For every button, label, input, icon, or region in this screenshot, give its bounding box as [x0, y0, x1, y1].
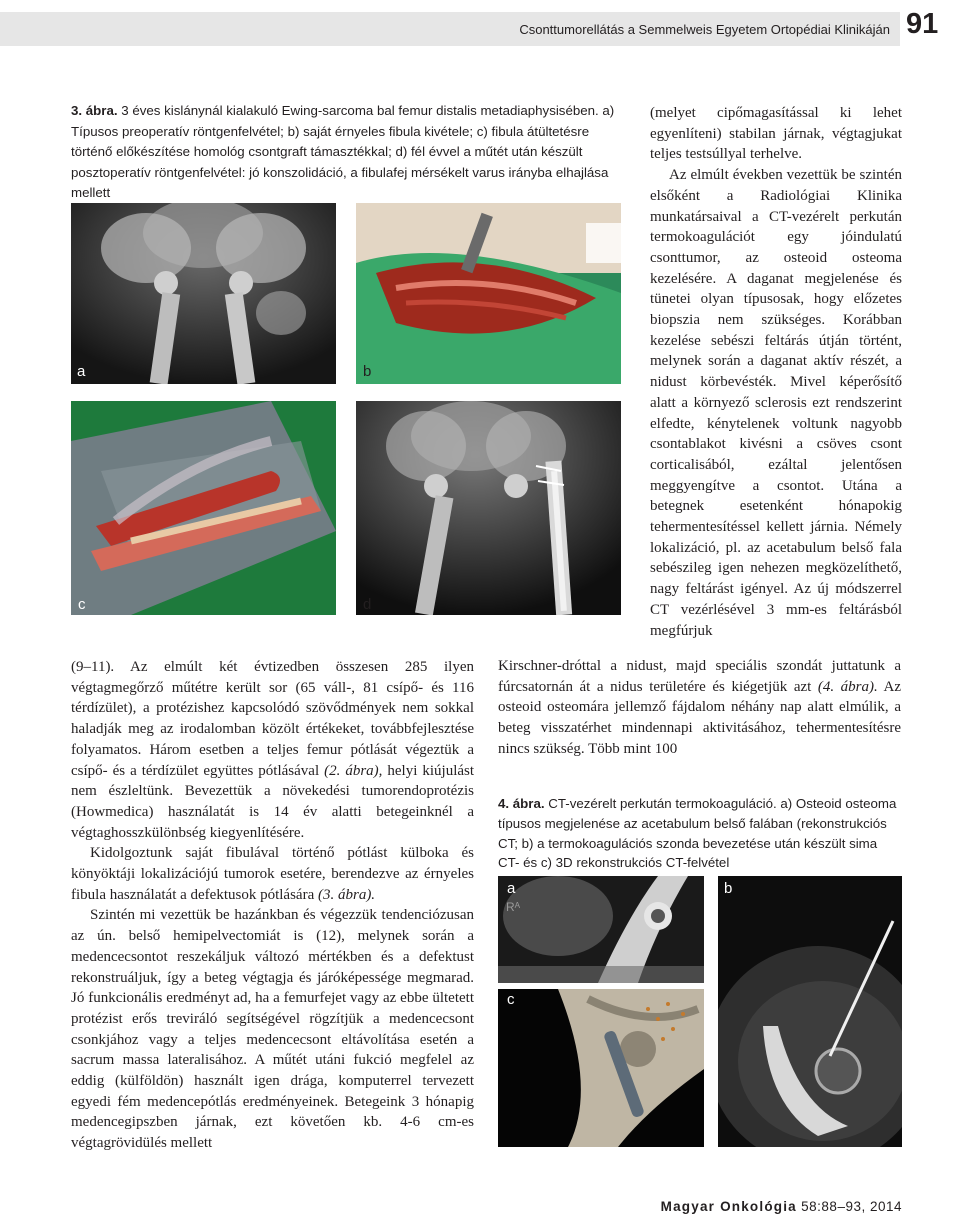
panel-label-a: a	[77, 363, 86, 380]
panel-label-c: c	[78, 596, 86, 613]
panel-label-b: b	[363, 363, 372, 380]
right-column-wide-text	[498, 656, 901, 760]
paragraph: Az elmúlt években vezettük be szintén elsőként a Radiológiai Klinika munkatársaival a CT-vezérelt perkután termokoagulációt egy jóindulatú csonttumor, az osteoid osteoma kezelésére. A daganat megjelenése és tünetei olyan típusosak, hogy előzetes biopszia nem szükséges. Korábban kezelése sebészi feltárás útján történt, melynek során a daganat aktív részét, a nidust körbevésték. Mivel képerősítő alatt a környező sclerosis ezt rendszerint elfedte, kénytelenek voltunk nagyobb csontablakot kivésni a csöves csont corticalisából, ezáltal jelentősen meggyengítve a csontot. Utána a betegnek esetenként hónapokig tehermentesítéssel kellett járnia. Némely lokalizáció, pl. az acetabulum belső fala sebészileg igen nehezen megközelíthető, nagy feltárást igényel. Az új módszerrel CT vezérlésével 3 mm-es feltárásból megfúrjuk	[650, 167, 902, 639]
panel-label-a: a	[507, 880, 516, 897]
figure-3d-postop-xray	[356, 401, 621, 615]
paragraph	[498, 656, 901, 760]
figure-3-caption	[71, 101, 623, 204]
paragraph-text: (9–11). Az elmúlt két évtizedben összesen 285 ilyen végtagmegőrző műtétre került sor (65 váll-, 81 csípő- és 116 térdízület), a protézishez kapcsolódó szövődmények nem sokkal haladják meg az irodalomban közölt értékeket, továbbfejlesztése folyamatos. Három esetben a teljes femur pótlását végeztük a csípő- és a térdízület együttes pótlásával	[71, 659, 474, 779]
paragraph-text: Az osteoid osteomára jellemző fájdalom néhány nap alatt elmúlik, a beteg visszatérhet mindennapi aktivitásához, tehermentesítésre nincs szükség. Több mint 100	[498, 678, 901, 757]
panel-label-b: b	[724, 880, 733, 897]
figure-4a-ct-reconstruction	[498, 876, 704, 983]
figure-4-caption	[498, 794, 902, 873]
panel-label-d: d	[363, 596, 372, 613]
ct-orientation-marker: Rᴬ	[506, 900, 521, 914]
paragraph-text: helyi kiújulást nem észleltünk. Bevezettük a növekedési tumorendoprotézis (Howmedica) használatát is 14 év alatti betegeinknél a végtaghosszkülönbség kiegyenlítésére.	[71, 762, 475, 841]
figure-reference: (2. ábra),	[324, 762, 383, 779]
paragraph-text: Kirschner-dróttal a nidust, majd speciális szondát juttatunk a fúrcsatornán át a nidus területére és kiégetjük azt	[498, 658, 901, 695]
paragraph	[71, 843, 474, 905]
figure-3c-graft-photo	[71, 401, 336, 615]
journal-citation: 58:88–93, 2014	[801, 1199, 902, 1214]
figure-4-label: 4. ábra.	[498, 796, 545, 811]
running-title: Csonttumorellátás a Semmelweis Egyetem Ortopédiai Klinikáján	[519, 22, 890, 37]
figure-3-caption-text: 3 éves kislánynál kialakuló Ewing-sarcoma bal femur distalis metadiaphysisében. a) Típusos preoperatív röntgenfelvétel; b) saját érnyeles fibula kivétele; c) fibula átültetésre történő előkészítése homológ csontgraft támasztékkal; d) fél évvel a műtét után készült posztoperatív röntgenfelvétel: jó konszolidáció, a fibulafej mérsékelt varus irányba elhajlása mellett	[71, 103, 615, 201]
paragraph: Szintén mi vezettük be hazánkban és végezzük tendenciózusan az ún. belső hemipelvectomiát is (12), melynek során a medencecsontot reszekáljuk változó mértékben és a defektust rekonstruáljuk, így a beteg végtagja és járóképessége megmarad. Jó funkcionális eredményt ad, ha a femurfejet vagy az ebbe ültetett protézist erős treviráló segítségével rögzítjük a medencecsont csonkjához vagy a teljes medencecsont eltávolítása esetén a sacrum massa lateralisához. A műtét utáni fukció megfelel az eddig (külföldön) használt igen drága, komputerrel tervezett egyedi fém medencepótlás eredményeinek. Betegeink 3 hónapig medencegipszben járnak, ezt követően kb. 4-6 cm-es végtagrövidülés mellett	[71, 907, 474, 1152]
left-column-text	[71, 657, 474, 1154]
right-column-text	[650, 103, 902, 641]
paragraph: (melyet cipőmagasítással ki lehet egyenlíteni) stabilan járnak, végtagjukat teljes testsúllyal terhelve.	[650, 105, 902, 163]
figure-4b-ct-probe	[718, 876, 902, 1147]
panel-label-c: c	[507, 991, 515, 1008]
figure-3a-xray-pelvis	[71, 203, 336, 384]
figure-4-caption-text: CT-vezérelt perkután termokoaguláció. a) Osteoid osteoma típusos megjelenése az acetabulum belső falában (rekonstrukciós CT; b) a termokoagulációs szonda bevezetése után készült sima CT- és c) 3D rekonstrukciós CT-felvétel	[498, 796, 897, 871]
figure-3b-surgery-photo	[356, 203, 621, 384]
paragraph	[71, 657, 474, 843]
figure-4c-3d-ct	[498, 989, 704, 1147]
figure-reference: (4. ábra).	[817, 678, 878, 695]
paragraph-text: Kidolgoztunk saját fibulával történő pótlást külboka és könyöktáji lokalizációjú tumorok esetére, berendezve az érnyeles fibula használatát a defektusok pótlására	[71, 845, 474, 903]
journal-name: Magyar Onkológia	[660, 1199, 797, 1214]
journal-footer	[661, 1199, 902, 1214]
page-number: 91	[906, 8, 939, 40]
figure-reference: (3. ábra).	[317, 886, 376, 903]
figure-3-label: 3. ábra.	[71, 103, 118, 118]
